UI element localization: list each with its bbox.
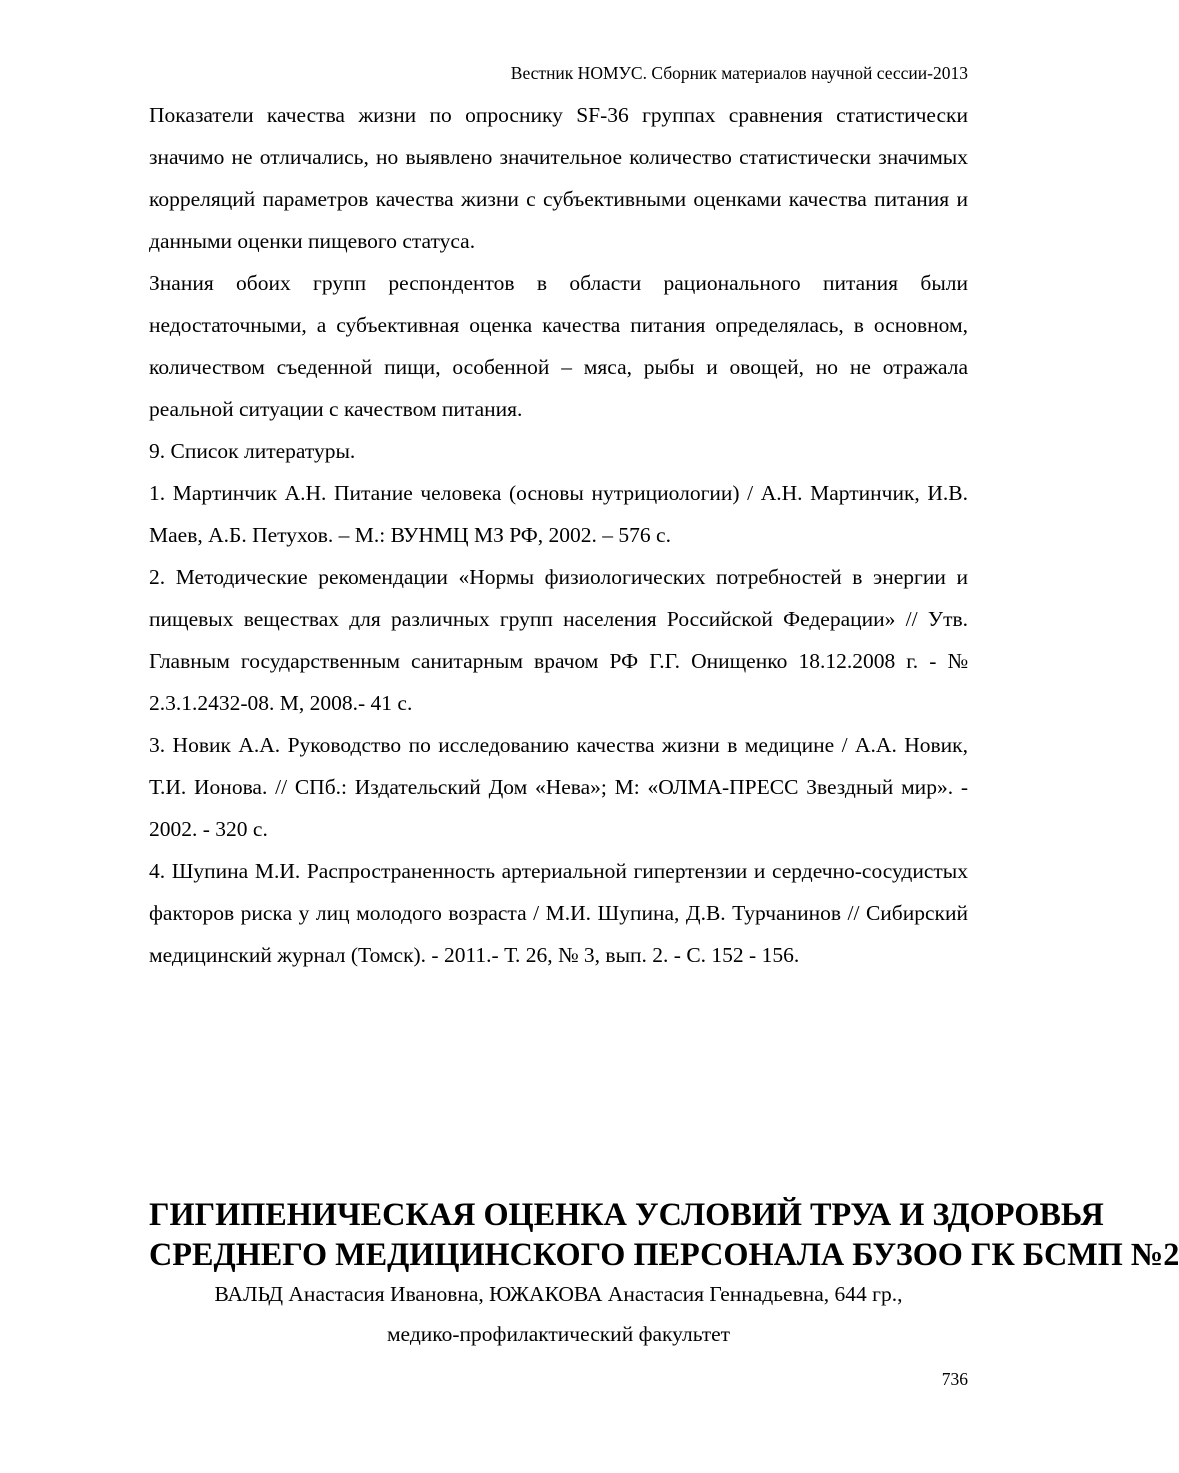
article-title-line-2: СРЕДНЕГО МЕДИЦИНСКОГО ПЕРСОНАЛА БУЗОО ГК БСМП №2 <box>149 1236 1179 1272</box>
article-faculty: медико-профилактический факультет <box>386 1322 731 1346</box>
article-authors: ВАЛЬД Анастасия Ивановна, ЮЖАКОВА Анастасия Геннадьевна, 644 гр., <box>214 1282 903 1306</box>
body-text <box>149 94 968 976</box>
references-heading: 9. Список литературы. <box>149 439 356 463</box>
running-header: Вестник НОМУС. Сборник материалов научной сессии-2013 <box>510 63 968 83</box>
next-article-header <box>149 1194 1179 1354</box>
reference-item-2: 2. Методические рекомендации «Нормы физиологических потребностей в энергии и пищевых веществах для различных групп населения Российской Федерации» // Утв. Главным государственным санитарным врачом РФ Г.Г. Онищенко 18.12.2008 г. - № 2.3.1.2432-08. М, 2008.- 41 с. <box>149 565 968 715</box>
page-number: 736 <box>941 1369 968 1389</box>
reference-item-1: 1. Мартинчик А.Н. Питание человека (основы нутрициологии) / А.Н. Мартинчик, И.В. Маев, А.Б. Петухов. – М.: ВУНМЦ МЗ РФ, 2002. – 576 с. <box>149 481 968 547</box>
article-title <box>149 1194 1179 1274</box>
reference-item-4: 4. Шупина М.И. Распространенность артериальной гипертензии и сердечно-сосудистых факторов риска у лиц молодого возраста / М.И. Шупина, Д.В. Турчанинов // Сибирский медицинский журнал (Томск). - 2011.- Т. 26, № 3, вып. 2. - С. 152 - 156. <box>149 859 968 967</box>
reference-item-3: 3. Новик А.А. Руководство по исследованию качества жизни в медицине / А.А. Новик, Т.И. Ионова. // СПб.: Издательский Дом «Нева»; М: «ОЛМА-ПРЕСС Звездный мир». - 2002. - 320 с. <box>149 733 968 841</box>
article-title-line-1: ГИГИПЕНИЧЕСКАЯ ОЦЕНКА УСЛОВИЙ ТРУА И ЗДОРОВЬЯ <box>149 1196 1104 1232</box>
paragraph-quality-of-life: Показатели качества жизни по опроснику SF-36 группах сравнения статистически значимо не отличались, но выявлено значительное количество статистически значимых корреляций параметров качества жизни с субъективными оценками качества питания и данными оценки пищевого статуса. <box>149 103 968 253</box>
paragraph-nutrition-knowledge: Знания обоих групп респондентов в области рационального питания были недостаточными, а субъективная оценка качества питания определялась, в основном, количеством съеденной пищи, особенной – мяса, рыбы и овощей, но не отражала реальной ситуации с качеством питания. <box>149 271 968 421</box>
